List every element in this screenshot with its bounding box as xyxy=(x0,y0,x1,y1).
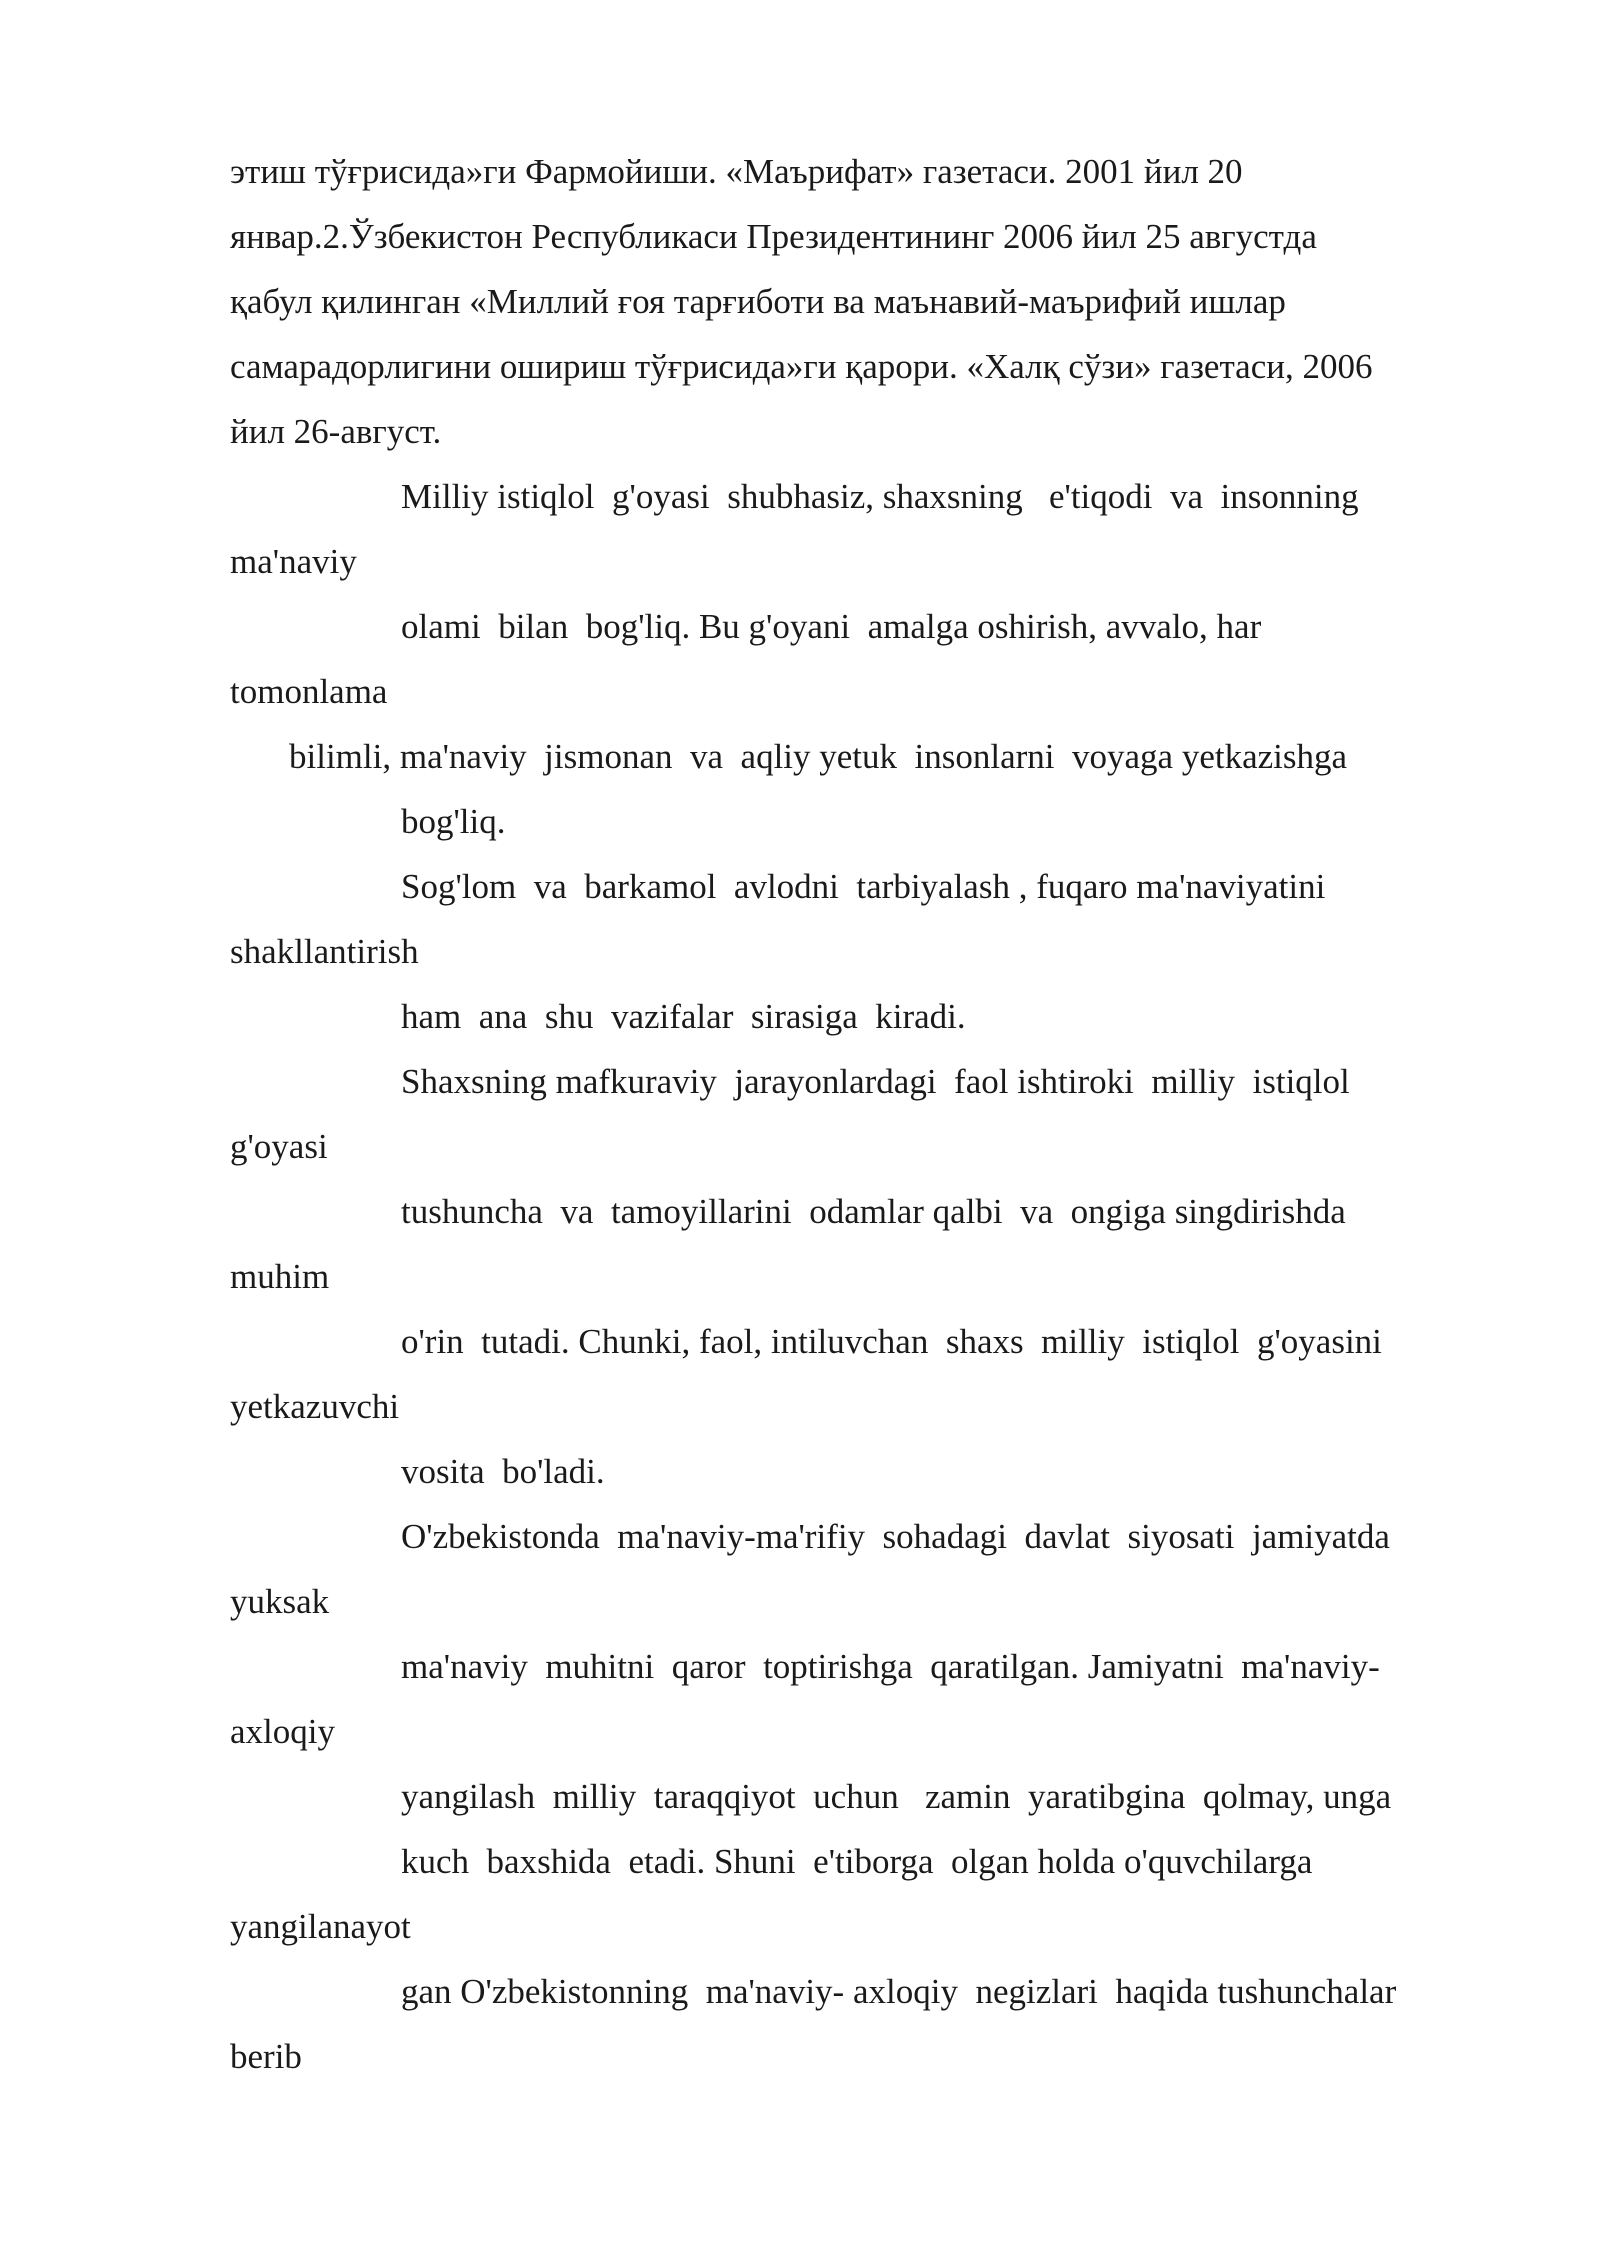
text-line-4: самарадорлигини ошириш тўғрисида»ги қарори. «Халқ сўзи» газетаси, 2006 xyxy=(230,347,1373,386)
text-line-14: ham ana shu vazifalar sirasiga kiradi. xyxy=(401,997,966,1036)
text-line-28: yangilanayot xyxy=(230,1907,411,1946)
text-line-13: shakllantirish xyxy=(230,932,419,971)
text-line-30: berib xyxy=(230,2037,302,2076)
text-line-5: йил 26-август. xyxy=(230,412,442,451)
text-line-17: tushuncha va tamoyillarini odamlar qalbi va ongiga singdirishda xyxy=(401,1192,1346,1231)
text-line-26: yangilash milliy taraqqiyot uchun zamin yaratibgina qolmay, unga xyxy=(401,1777,1392,1816)
text-line-7: ma'naviy xyxy=(230,542,357,581)
text-line-12: Sog'lom va barkamol avlodni tarbiyalash , fuqaro ma'naviyatini xyxy=(401,867,1326,906)
text-line-6: Milliy istiqlol g'oyasi shubhasiz, shaxsning e'tiqodi va insonning xyxy=(401,477,1359,516)
text-line-27: kuch baxshida etadi. Shuni e'tiborga olgan holda o'quvchilarga xyxy=(401,1842,1313,1881)
text-line-18: muhim xyxy=(230,1257,330,1296)
text-line-19: o'rin tutadi. Chunki, faol, intiluvchan shaxs milliy istiqlol g'oyasini xyxy=(401,1322,1382,1361)
text-line-23: yuksak xyxy=(230,1582,330,1621)
text-line-10: bilimli, ma'naviy jismonan va aqliy yetuk insonlarni voyaga yetkazishga xyxy=(289,737,1348,776)
text-line-21: vosita bo'ladi. xyxy=(401,1452,605,1491)
text-line-11: bog'liq. xyxy=(401,802,506,841)
text-line-29: gan O'zbekistonning ma'naviy- axloqiy negizlari haqida tushunchalar xyxy=(401,1972,1397,2011)
text-line-8: olami bilan bog'liq. Bu g'oyani amalga oshirish, avvalo, har xyxy=(401,607,1262,646)
text-line-15: Shaxsning mafkuraviy jarayonlardagi faol ishtiroki milliy istiqlol xyxy=(401,1062,1350,1101)
text-line-22: O'zbekistonda ma'naviy-ma'rifiy sohadagi davlat siyosati jamiyatda xyxy=(401,1517,1390,1556)
text-line-20: yetkazuvchi xyxy=(230,1387,400,1426)
text-line-2: январ.2.Ўзбекистон Республикаси Президентининг 2006 йил 25 августда xyxy=(230,217,1317,256)
text-line-25: axloqiy xyxy=(230,1712,335,1751)
text-line-1: этиш тўғрисида»ги Фармойиши. «Маърифат» газетаси. 2001 йил 20 xyxy=(230,152,1243,191)
text-line-24: ma'naviy muhitni qaror toptirishga qaratilgan. Jamiyatni ma'naviy- xyxy=(401,1647,1380,1686)
text-line-9: tomonlama xyxy=(230,672,388,711)
text-line-16: g'oyasi xyxy=(230,1127,328,1166)
text-line-3: қабул қилинган «Миллий ғоя тарғиботи ва маънавий-маърифий ишлар xyxy=(230,282,1286,321)
